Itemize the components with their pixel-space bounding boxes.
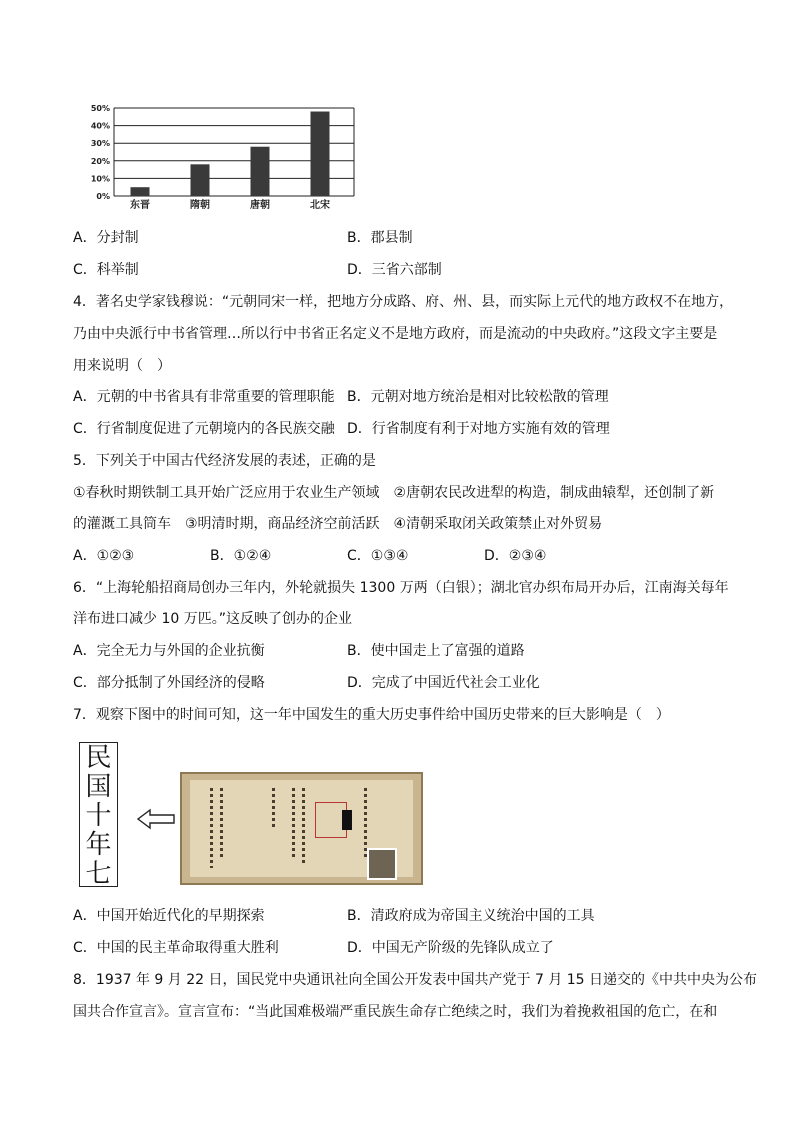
chart-bars <box>131 112 330 196</box>
q5-stem-line-3: 的灌溉工具筒车 ③明清时期，商品经济空前活跃 ④清朝采取闭关政策禁止对外贸易 <box>73 516 603 532</box>
chart-bar <box>311 112 330 196</box>
chart-bar <box>251 147 270 196</box>
x-tick-label: 隋朝 <box>190 200 210 211</box>
portrait-photo <box>367 848 397 880</box>
q6-stem-line-1: 6．“上海轮船招商局创办三年内，外轮就损失 1300 万两（白银）；湖北官办织布局开办后，江南海关每年 <box>73 580 729 596</box>
y-tick-label: 50% <box>90 104 110 113</box>
q7-option-a[interactable]: A．中国开始近代化的早期探索 <box>73 908 265 924</box>
q5-stem-line-1: 5．下列关于中国古代经济发展的表述，正确的是 <box>73 453 376 469</box>
date-char: 国 <box>85 772 112 802</box>
q5-option-b[interactable]: B．①②④ <box>210 548 272 564</box>
chart-y-ticks <box>91 104 110 201</box>
q6-option-c[interactable]: C．部分抵制了外国经济的侵略 <box>73 675 265 691</box>
y-tick-label: 0% <box>96 192 110 201</box>
text-column-decor <box>302 788 305 864</box>
q3-option-a[interactable]: A．分封制 <box>73 230 139 246</box>
chart-bar <box>191 164 210 196</box>
left-arrow-icon <box>136 808 176 830</box>
text-column-decor <box>210 788 213 868</box>
redacted-mark <box>342 810 352 830</box>
date-char: 年 <box>85 830 112 860</box>
q4-option-b[interactable]: B．元朝对地方统治是相对比较松散的管理 <box>347 389 609 405</box>
q5-option-c[interactable]: C．①③④ <box>347 548 409 564</box>
y-tick-label: 30% <box>90 139 110 149</box>
text-column-decor <box>292 788 295 860</box>
chart-x-ticks <box>130 198 330 211</box>
text-column-decor <box>220 788 223 858</box>
q4-option-d[interactable]: D．行省制度有利于对地方实施有效的管理 <box>347 421 610 437</box>
historical-certificate-image <box>180 772 423 885</box>
date-char: 民 <box>85 743 112 773</box>
q6-option-b[interactable]: B．使中国走上了富强的道路 <box>347 643 525 659</box>
q6-option-a[interactable]: A．完全无力与外国的企业抗衡 <box>73 643 265 659</box>
chart-bar <box>131 187 150 196</box>
q5-option-a[interactable]: A．①②③ <box>73 548 135 564</box>
q4-option-c[interactable]: C．行省制度促进了元朝境内的各民族交融 <box>73 421 335 437</box>
q7-option-d[interactable]: D．中国无产阶级的先锋队成立了 <box>347 940 554 956</box>
y-tick-label: 10% <box>90 174 110 184</box>
q3-option-d[interactable]: D．三省六部制 <box>347 262 442 278</box>
q7-option-c[interactable]: C．中国的民主革命取得重大胜利 <box>73 940 279 956</box>
q8-stem-line-1: 8．1937 年 9 月 22 日，国民党中央通讯社向全国公开发表中国共产党于 7 月 15 日递交的《中共中央为公布 <box>73 972 758 988</box>
q3-option-c[interactable]: C．科举制 <box>73 262 139 278</box>
q7-option-b[interactable]: B．清政府成为帝国主义统治中国的工具 <box>347 908 595 924</box>
q6-stem-line-2: 洋布进口减少 10 万匹。”这反映了创办的企业 <box>73 611 352 627</box>
x-tick-label: 唐朝 <box>250 200 270 211</box>
q4-option-a[interactable]: A．元朝的中书省具有非常重要的管理职能 <box>73 389 335 405</box>
q4-stem-line-3: 用来说明（ ） <box>73 358 171 374</box>
q7-stem-line-1: 7．观察下图中的时间可知，这一年中国发生的重大历史事件给中国历史带来的巨大影响是（ ） <box>73 707 670 723</box>
date-char: 七 <box>85 859 112 889</box>
x-tick-label: 东晋 <box>130 200 150 211</box>
y-tick-label: 40% <box>90 121 110 131</box>
bar-chart <box>80 100 370 215</box>
q5-option-d[interactable]: D．②③④ <box>484 548 547 564</box>
date-char: 十 <box>85 801 112 831</box>
q5-stem-line-2: ①春秋时期铁制工具开始广泛应用于农业生产领域 ②唐朝农民改进犁的构造，制成曲辕犁，还创制了新 <box>73 485 715 501</box>
x-tick-label: 北宋 <box>310 200 330 211</box>
q4-stem-line-1: 4．著名史学家钱穆说：“元朝同宋一样，把地方分成路、府、州、县，而实际上元代的地方政权不在地方， <box>73 294 734 310</box>
q3-option-b[interactable]: B．郡县制 <box>347 230 413 246</box>
y-tick-label: 20% <box>90 156 110 166</box>
date-vertical-box <box>79 742 118 887</box>
q6-option-d[interactable]: D．完成了中国近代社会工业化 <box>347 675 540 691</box>
q8-stem-line-2: 国共合作宣言》。宣言宣布：“当此国难极端严重民族生命存亡绝续之时，我们为着挽救祖国的危亡，在和 <box>73 1004 718 1020</box>
text-column-decor <box>272 788 275 828</box>
q4-stem-line-2: 乃由中央派行中书省管理…所以行中书省正名定义不是地方政府，而是流动的中央政府。”这段文字主要是 <box>73 326 718 342</box>
